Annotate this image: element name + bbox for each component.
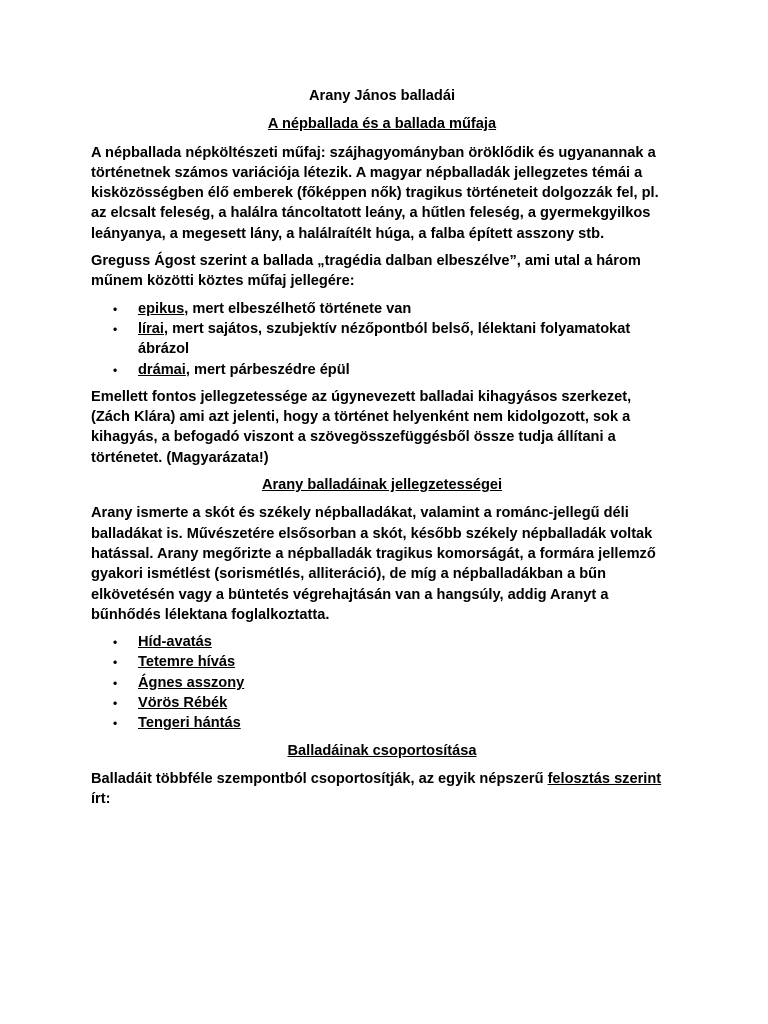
paragraph-kihagyasos-szerkezet: Emellett fontos jellegzetessége az úgynevezett balladai kihagyásos szerkezet, (Zách Klára) ami azt jelenti, hogy a történet helyenként nem kidolgozott, sok a kihagyás, a befogadó viszont a szövegösszefüggésből össze tudja állítani a történetet. (Magyarázata!): [91, 388, 632, 466]
bullet-icon: •: [113, 696, 118, 711]
paragraph-nepballada-definition: A népballada népköltészeti műfaj: szájhagyományban öröklődik és ugyanannak a történetnek számos variációja létezik. A magyar népballadák jellegzetes témái a kisközösségben élő emberek (főképpen nők) tragikus történeteit dolgozzák fel, pl. az elcsalt feleség, a halálra táncoltatott leány, a hűtlen feleség, a gyermekgyilkos leányanya, a megesett lány, a halálraítélt húga, a falba épített asszony stb.: [91, 144, 659, 242]
paragraph-csoportositas-end: írt:: [91, 791, 111, 808]
ballad-title-agnes-asszony: Ágnes asszony: [138, 674, 245, 691]
felosztas-link[interactable]: felosztás szerint: [547, 770, 662, 787]
ballad-list: [91, 632, 673, 733]
ballad-title-tetemre-hivas: Tetemre hívás: [138, 654, 236, 671]
section-heading-jellegzetessegek: Arany balladáinak jellegzetességei: [261, 477, 503, 494]
paragraph-csoportositas: [91, 769, 673, 810]
bullet-icon: •: [113, 635, 118, 650]
ballad-title-voros-rebek: Vörös Rébék: [138, 695, 228, 712]
genre-term-epikus: epikus: [138, 300, 185, 317]
bullet-icon: •: [113, 655, 118, 670]
genre-list: [91, 299, 673, 380]
paragraph-csoportositas-start: Balladáit többféle szempontból csoportosítják, az egyik népszerű: [91, 770, 548, 787]
genre-desc-lirai: , mert sajátos, szubjektív nézőpontból belső, lélektani folyamatokat ábrázol: [138, 320, 631, 358]
list-item-ballad: [91, 693, 673, 713]
bullet-icon: •: [113, 716, 118, 731]
list-item-ballad: [91, 713, 673, 733]
bullet-icon: •: [113, 321, 118, 336]
list-item-epikus: [91, 299, 673, 319]
genre-term-lirai: lírai: [138, 320, 164, 337]
list-item-lirai: [91, 319, 673, 360]
section-heading-csoportositas: Balladáinak csoportosítása: [287, 742, 477, 759]
list-item-dramai: [91, 360, 673, 380]
paragraph-greguss-quote: Greguss Ágost szerint a ballada „tragédia dalban elbeszélve”, ami utal a három műnem közötti köztes műfaj jellegére:: [91, 253, 641, 290]
list-item-ballad: [91, 652, 673, 672]
document-page: [91, 86, 673, 817]
genre-desc-dramai: , mert párbeszédre épül: [185, 361, 350, 378]
genre-desc-epikus: , mert elbeszélhető története van: [184, 300, 412, 317]
bullet-icon: •: [113, 362, 118, 377]
document-title: Arany János balladái: [309, 88, 455, 104]
list-item-ballad: [91, 632, 673, 652]
genre-term-dramai: drámai: [138, 361, 186, 378]
bullet-icon: •: [113, 675, 118, 690]
paragraph-arany-jellegzetessegek: Arany ismerte a skót és székely népballadákat, valamint a románc-jellegű déli balladákat is. Művészetére elsősorban a skót, később székely népballadák voltak hatással. Arany megőrizte a népballadák tragikus komorságát, a formára jellemző gyakori ismétlést (sorismétlés, alliteráció), de míg a népballadákban a bűn elkövetésén vagy a büntetés végrehajtásán van a hangsúly, addig Aranyt a bűnhődés lélektana foglalkoztatta.: [91, 505, 656, 623]
list-item-ballad: [91, 673, 673, 693]
ballad-title-hid-avatas: Híd-avatás: [138, 634, 212, 651]
bullet-icon: •: [113, 301, 118, 316]
ballad-title-tengeri-hantas: Tengeri hántás: [138, 715, 241, 732]
section-heading-nepballada: A népballada és a ballada műfaja: [267, 116, 497, 133]
